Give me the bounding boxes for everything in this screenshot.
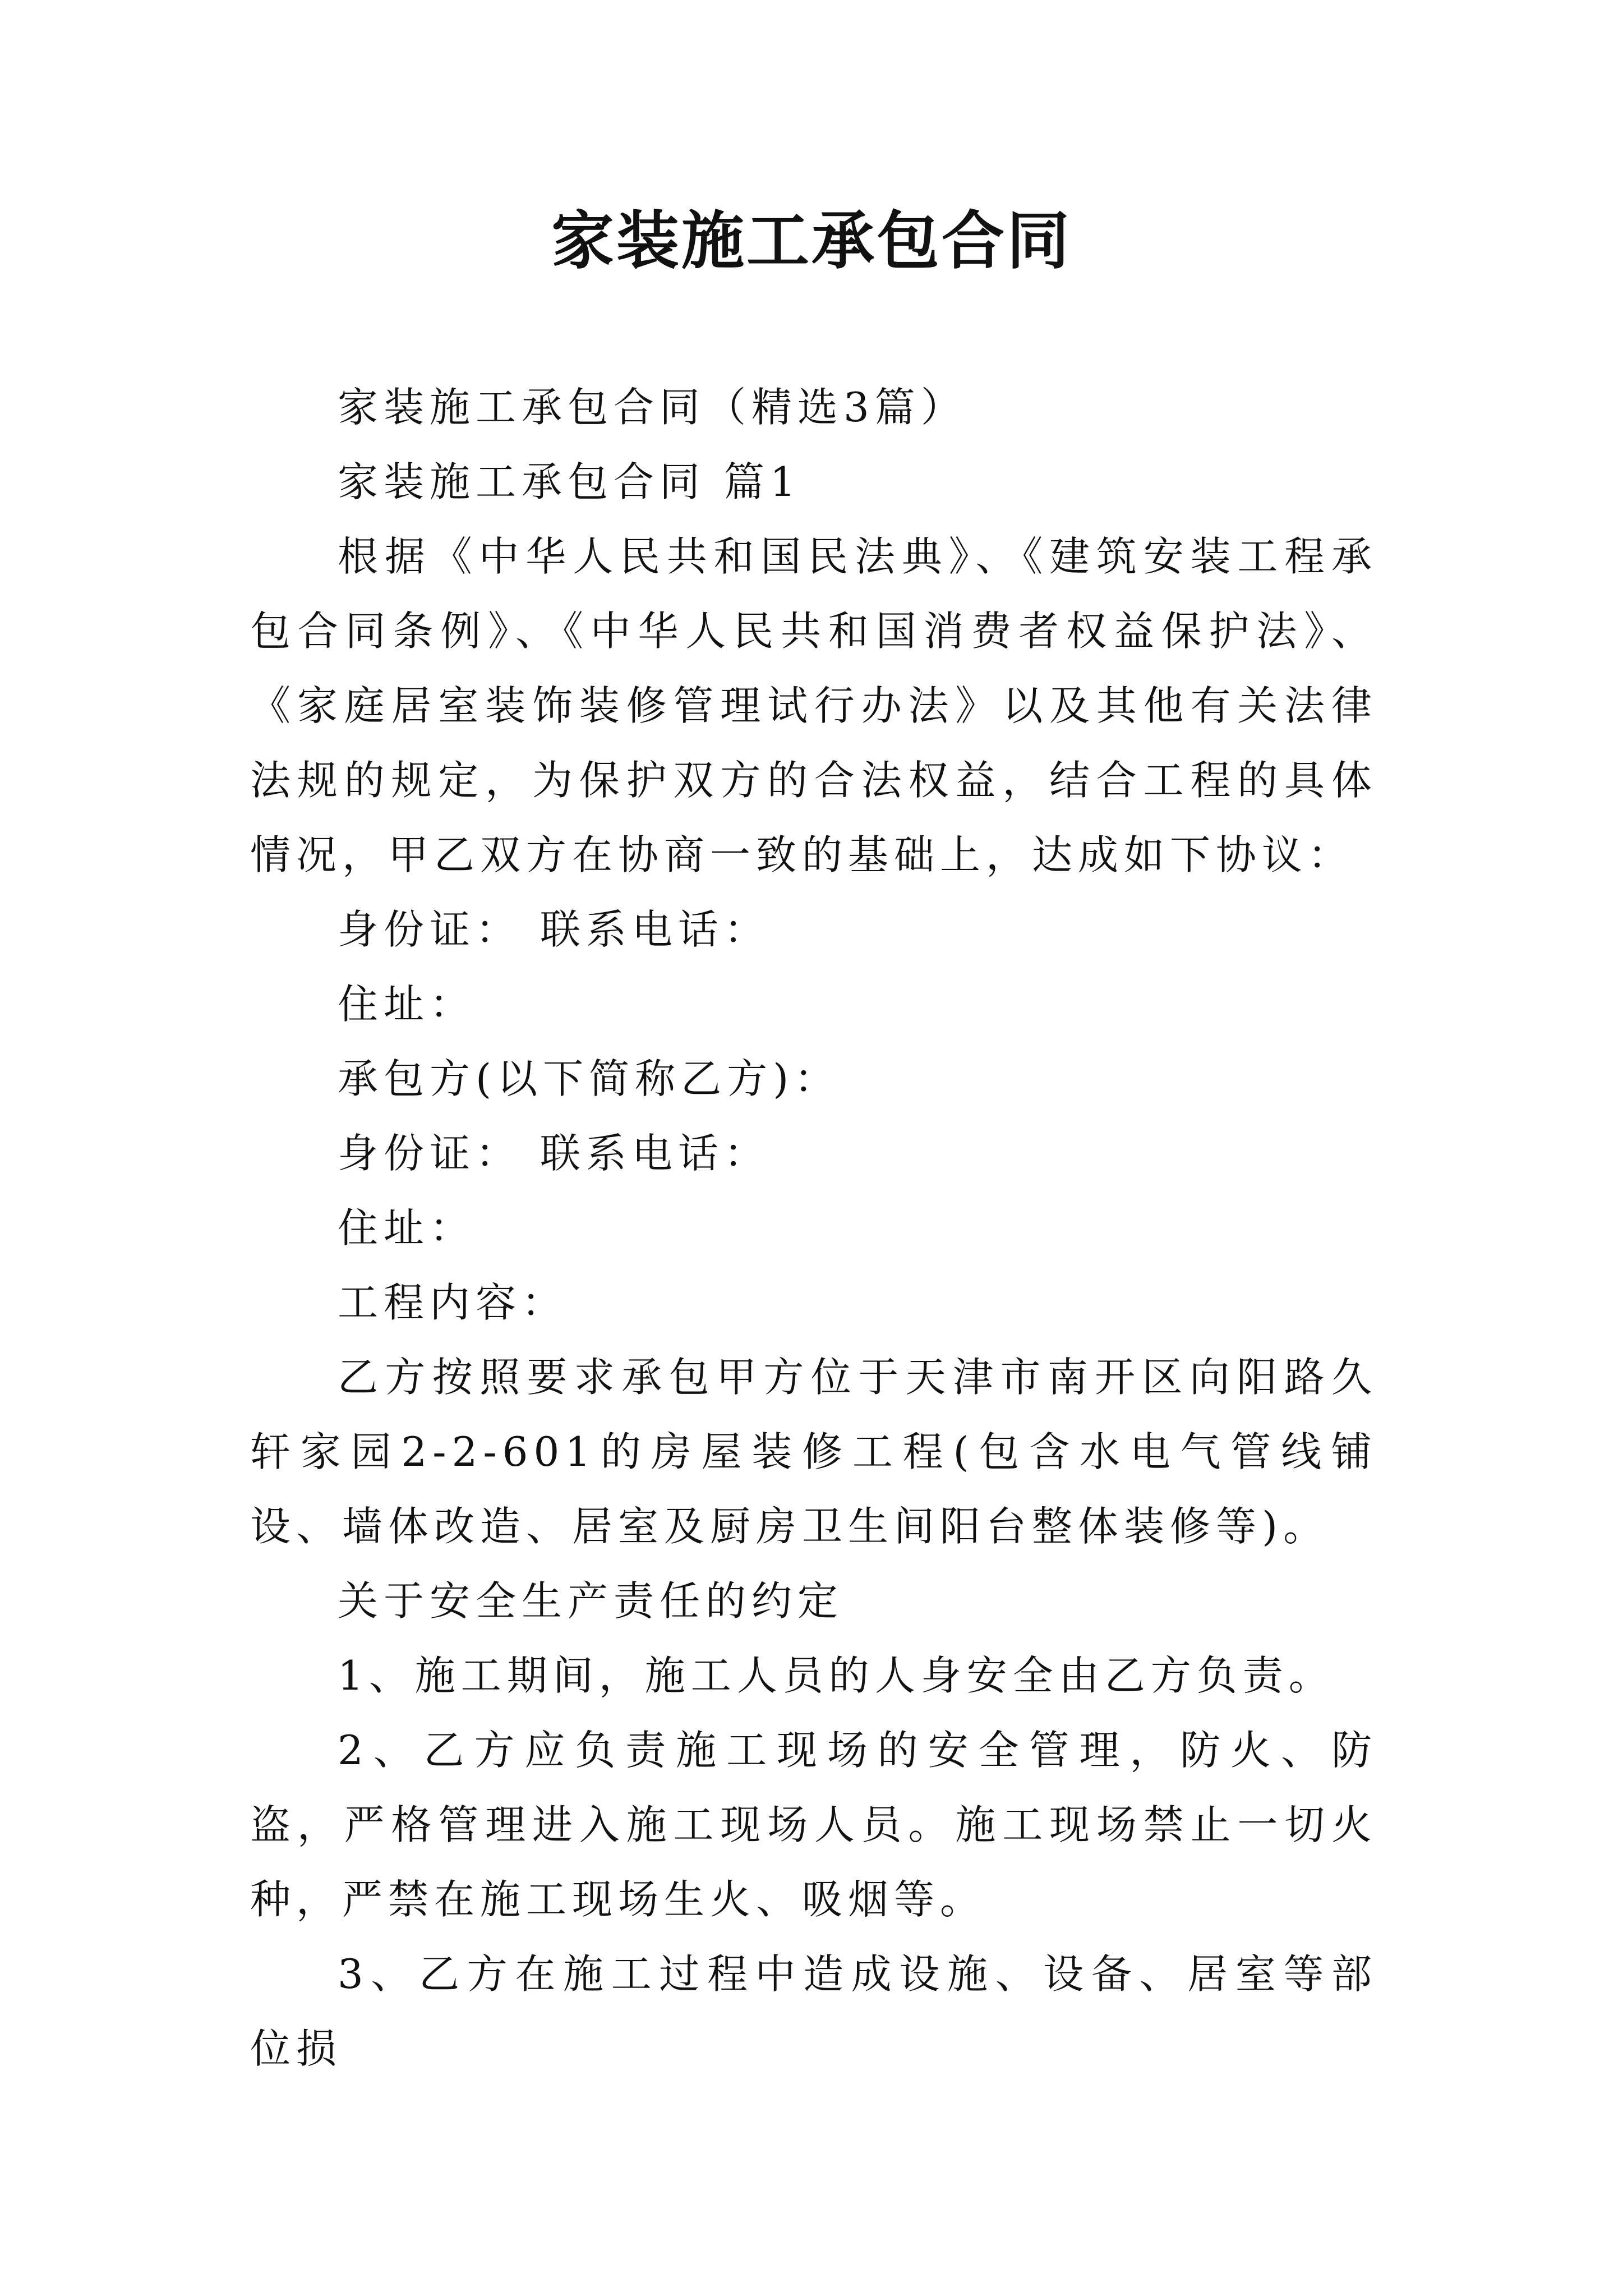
subtitle-paragraph: 家装施工承包合同（精选3篇）: [338, 384, 967, 431]
section-heading: 家装施工承包合同 篇1: [338, 458, 801, 505]
safety-clause-1: 1、施工期间，施工人员的人身安全由乙方负责。: [338, 1652, 1335, 1699]
safety-clause-3: 3、乙方在施工过程中造成设施、设备、居室等部位损: [250, 1950, 1377, 2072]
party-a-id-phone: 身份证： 联系电话：: [338, 906, 770, 953]
safety-clause-2: 2、乙方应负责施工现场的安全管理，防火、防盗，严格管理进入施工现场人员。施工现场禁止一切火种，严禁在施工现场生火、吸烟等。: [250, 1727, 1377, 1923]
preamble-paragraph: 根据《中华人民共和国民法典》、《建筑安装工程承包合同条例》、《中华人民共和国消费者权益保护法》、《家庭居室装饰装修管理试行办法》以及其他有关法律法规的规定，为保护双方的合法权益，结合工程的具体情况，甲乙双方在协商一致的基础上，达成如下协议：: [250, 533, 1377, 878]
safety-heading: 关于安全生产责任的约定: [338, 1577, 844, 1625]
document-title: 家装施工承包合同: [551, 204, 1072, 278]
work-content-label: 工程内容：: [338, 1279, 568, 1326]
work-content-paragraph: 乙方按照要求承包甲方位于天津市南开区向阳路久轩家园2-2-601的房屋装修工程(包含水电气管线铺设、墙体改造、居室及厨房卫生间阳台整体装修等)。: [250, 1354, 1377, 1550]
party-b-label: 承包方(以下简称乙方)：: [338, 1055, 841, 1102]
document-body: [250, 370, 1377, 2086]
party-a-address: 住址：: [338, 981, 476, 1028]
party-b-id-phone: 身份证： 联系电话：: [338, 1130, 770, 1177]
party-b-address: 住址：: [338, 1204, 476, 1251]
